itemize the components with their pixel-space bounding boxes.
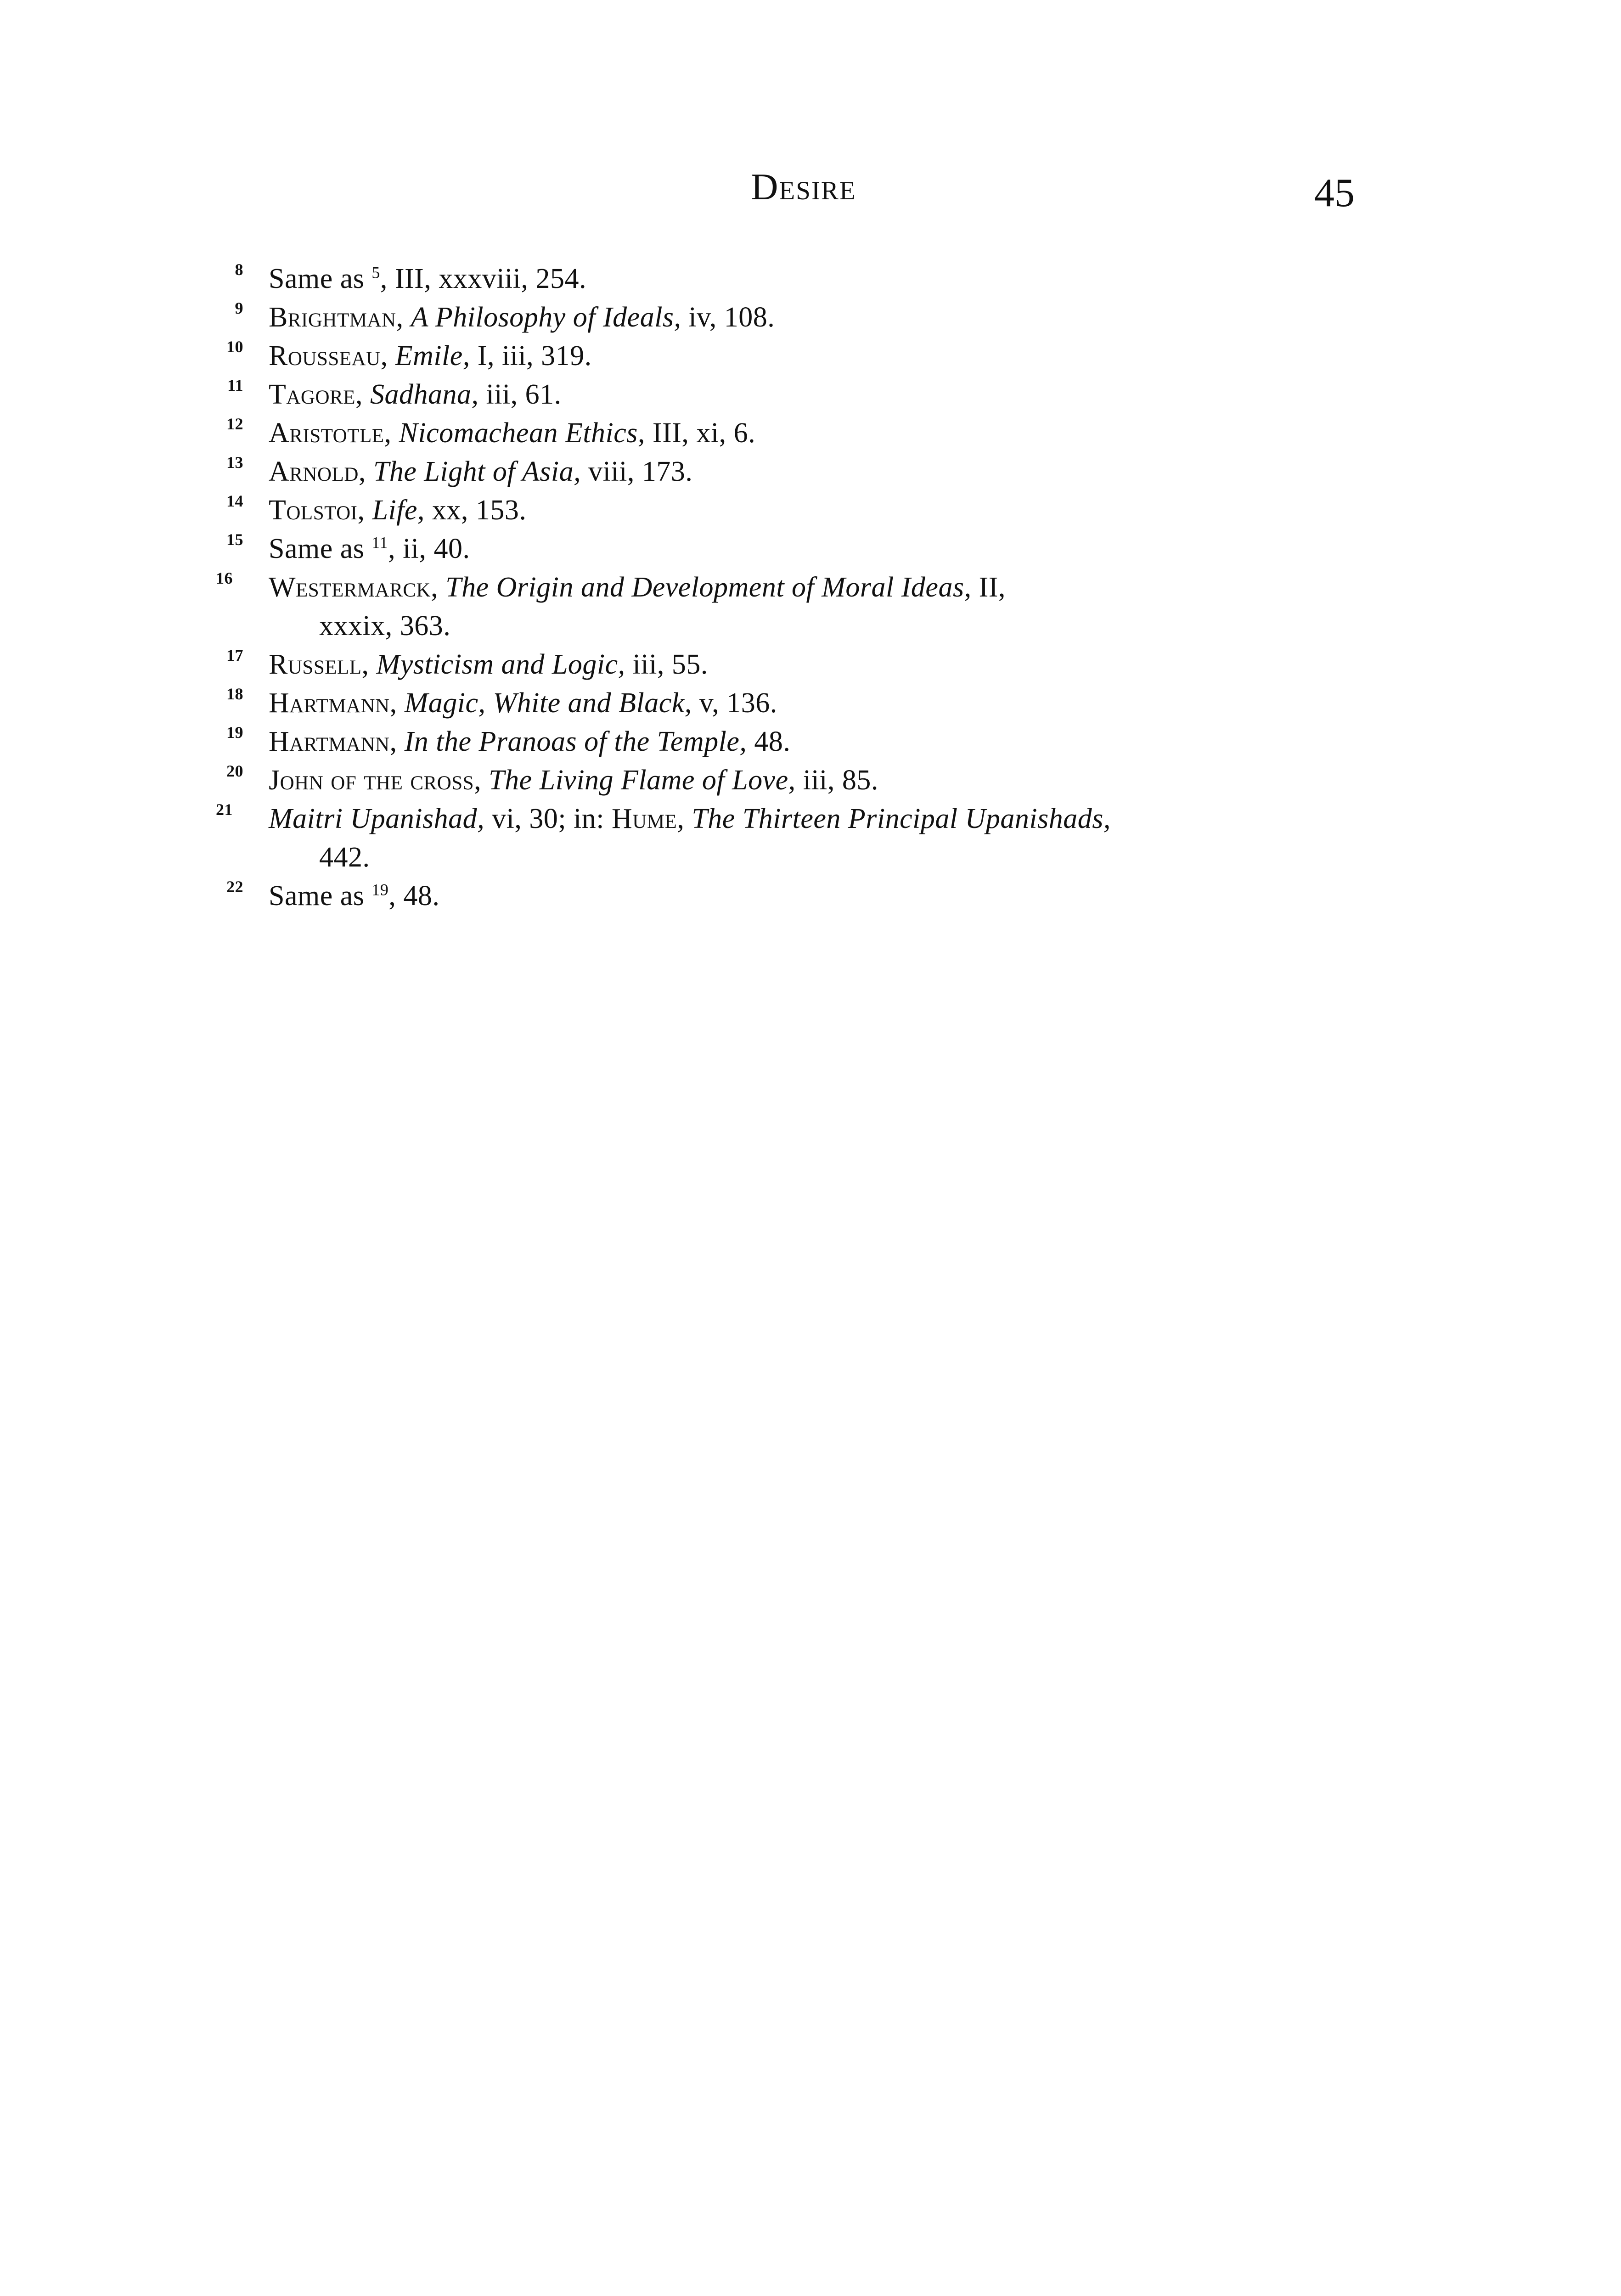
note-number: 8 bbox=[235, 260, 243, 279]
note-number: 10 bbox=[226, 338, 243, 356]
note-author: Brightman, bbox=[269, 302, 404, 333]
note-number: 15 bbox=[226, 530, 243, 549]
note-location: 48. bbox=[747, 726, 791, 757]
note-number: 19 bbox=[226, 723, 243, 742]
endnote-10 bbox=[216, 337, 1373, 375]
endnote-11 bbox=[216, 375, 1373, 414]
note-location: iii, 61. bbox=[478, 379, 562, 410]
note-title: In the Pranoas of the Temple, bbox=[404, 726, 747, 757]
note-title: The Origin and Development of Moral Ideas, bbox=[445, 572, 972, 603]
note-location: iii, 85. bbox=[795, 765, 878, 796]
note-number: 22 bbox=[226, 878, 243, 896]
note-location: iii, 55. bbox=[625, 649, 708, 680]
endnote-15 bbox=[216, 529, 1373, 568]
note-author: Tolstoi, bbox=[269, 495, 365, 526]
note-reference: 11 bbox=[371, 533, 388, 552]
endnote-14 bbox=[216, 491, 1373, 529]
note-location: viii, 173. bbox=[581, 456, 693, 487]
note-number: 13 bbox=[226, 453, 243, 472]
note-text: , III, xxxviii, 254. bbox=[380, 263, 587, 294]
note-author: Rousseau, bbox=[269, 340, 388, 371]
note-title: Magic, White and Black, bbox=[404, 687, 692, 719]
note-text: , ii, 40. bbox=[388, 533, 470, 564]
note-number: 20 bbox=[226, 762, 243, 780]
note-number: 21 bbox=[216, 800, 233, 819]
endnote-17 bbox=[216, 645, 1373, 684]
note-title: Sadhana, bbox=[370, 379, 479, 410]
note-title: A Philosophy of Ideals, bbox=[411, 302, 681, 333]
page-number: 45 bbox=[1314, 171, 1355, 215]
endnote-13 bbox=[216, 452, 1373, 491]
endnote-8 bbox=[216, 259, 1373, 298]
endnote-18 bbox=[216, 684, 1373, 722]
note-author: Russell, bbox=[269, 649, 369, 680]
note-text: , 48. bbox=[388, 880, 440, 912]
note-text: Same as bbox=[269, 263, 372, 294]
note-title: Emile, bbox=[395, 340, 470, 371]
note-number: 14 bbox=[226, 492, 243, 510]
endnote-20 bbox=[216, 761, 1373, 799]
endnote-22 bbox=[216, 877, 1373, 915]
note-location: II, bbox=[971, 572, 1006, 603]
note-location: xx, 153. bbox=[424, 495, 527, 526]
note-title: Nicomachean Ethics, bbox=[399, 417, 645, 449]
note-author: Hume, bbox=[612, 803, 685, 834]
running-head: Desire bbox=[751, 166, 856, 208]
note-title: The Light of Asia, bbox=[373, 456, 581, 487]
note-reference: 19 bbox=[371, 880, 389, 899]
note-number: 16 bbox=[216, 569, 233, 587]
note-title-secondary: The Thirteen Principal Upanishads, bbox=[692, 803, 1111, 834]
note-location: iv, 108. bbox=[681, 302, 775, 333]
note-author: Arnold, bbox=[269, 456, 366, 487]
note-location: vi, 30; in: bbox=[484, 803, 612, 834]
note-number: 12 bbox=[226, 415, 243, 433]
note-author: John of the cross, bbox=[269, 765, 482, 796]
note-continuation: 442. bbox=[319, 842, 370, 873]
note-location: v, 136. bbox=[692, 687, 777, 719]
endnotes-list bbox=[216, 259, 1373, 915]
note-continuation: xxxix, 363. bbox=[319, 610, 451, 642]
note-author: Westermarck, bbox=[269, 572, 439, 603]
note-title: Maitri Upanishad, bbox=[269, 803, 485, 834]
note-title: Life, bbox=[372, 495, 425, 526]
note-text: Same as bbox=[269, 880, 372, 912]
note-author: Tagore, bbox=[269, 379, 363, 410]
note-author: Hartmann, bbox=[269, 726, 397, 757]
note-author: Hartmann, bbox=[269, 687, 397, 719]
note-title: The Living Flame of Love, bbox=[489, 765, 796, 796]
note-number: 9 bbox=[235, 299, 243, 317]
endnote-19 bbox=[216, 722, 1373, 761]
note-location: I, iii, 319. bbox=[470, 340, 592, 371]
note-text: Same as bbox=[269, 533, 372, 564]
note-title: Mysticism and Logic, bbox=[376, 649, 625, 680]
endnote-12 bbox=[216, 414, 1373, 452]
note-number: 18 bbox=[226, 685, 243, 703]
note-number: 17 bbox=[226, 646, 243, 664]
endnote-21 bbox=[216, 799, 1373, 877]
note-location: III, xi, 6. bbox=[645, 417, 756, 449]
endnote-9 bbox=[216, 298, 1373, 337]
note-number: 11 bbox=[227, 376, 243, 394]
note-author: Aristotle, bbox=[269, 417, 392, 449]
note-reference: 5 bbox=[371, 263, 380, 282]
endnote-16 bbox=[216, 568, 1373, 645]
